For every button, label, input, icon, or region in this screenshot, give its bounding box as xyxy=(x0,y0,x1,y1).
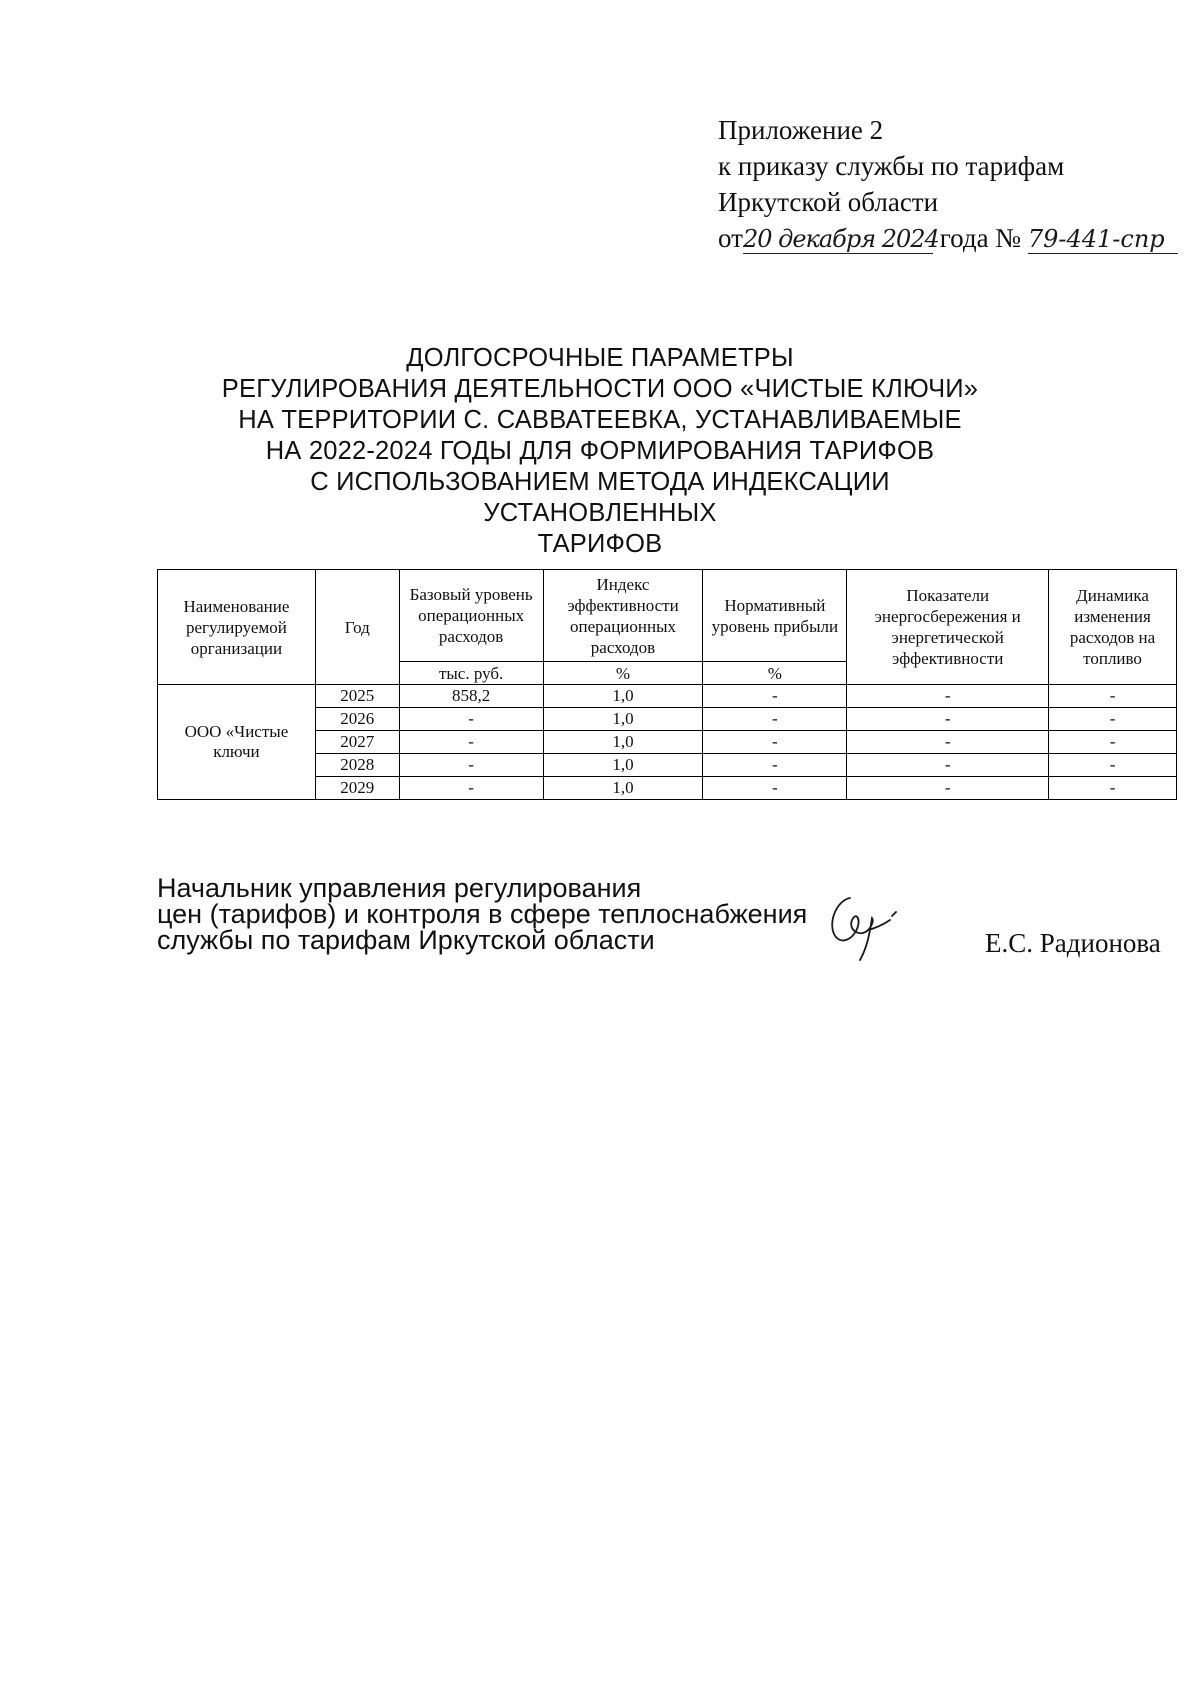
unit-efficiency-index: % xyxy=(543,662,703,685)
order-date-line xyxy=(718,220,1178,256)
cell-profit: - xyxy=(703,731,847,754)
cell-base: - xyxy=(399,777,543,800)
cell-profit: - xyxy=(703,754,847,777)
cell-year: 2026 xyxy=(315,708,399,731)
cell-energy: - xyxy=(847,754,1049,777)
cell-base: 858,2 xyxy=(399,685,543,708)
cell-base: - xyxy=(399,731,543,754)
title-line: ДОЛГОСРОЧНЫЕ ПАРАМЕТРЫ xyxy=(406,344,794,372)
table-header-row xyxy=(158,570,1177,662)
cell-fuel: - xyxy=(1049,731,1177,754)
handwritten-signature xyxy=(820,890,910,970)
cell-base: - xyxy=(399,754,543,777)
cell-energy: - xyxy=(847,708,1049,731)
cell-energy: - xyxy=(847,731,1049,754)
parameters-table xyxy=(157,569,1177,800)
cell-index: 1,0 xyxy=(543,754,703,777)
title-line: НА ТЕРРИТОРИИ С. САВВАТЕЕВКА, УСТАНАВЛИВАЕМЫЕ xyxy=(238,406,962,434)
cell-energy: - xyxy=(847,777,1049,800)
header-energy-saving: Показатели энергосбережения и энергетической эффективности xyxy=(847,570,1049,685)
header-profit-level: Нормативный уровень прибыли xyxy=(703,570,847,662)
cell-year: 2029 xyxy=(315,777,399,800)
cell-profit: - xyxy=(703,708,847,731)
organization-name: ООО «Чистые ключи xyxy=(158,685,316,800)
cell-base: - xyxy=(399,708,543,731)
title-line: ТАРИФОВ xyxy=(537,530,663,558)
title-line: С ИСПОЛЬЗОВАНИЕМ МЕТОДА ИНДЕКСАЦИИ УСТАНОВЛЕННЫХ xyxy=(310,468,890,527)
appendix-line-1: Приложение 2 xyxy=(718,115,884,145)
cell-energy: - xyxy=(847,685,1049,708)
table-row xyxy=(158,685,1177,708)
header-base-level: Базовый уровень операционных расходов xyxy=(399,570,543,662)
header-fuel-dynamics: Динамика изменения расходов на топливо xyxy=(1049,570,1177,685)
appendix-line-3: Иркутской области xyxy=(718,187,939,217)
cell-year: 2025 xyxy=(315,685,399,708)
cell-fuel: - xyxy=(1049,685,1177,708)
cell-index: 1,0 xyxy=(543,777,703,800)
header-efficiency-index: Индекс эффективности операционных расходов xyxy=(543,570,703,662)
cell-profit: - xyxy=(703,777,847,800)
appendix-header xyxy=(718,112,1178,256)
position-line: Начальник управления регулирования xyxy=(157,873,642,903)
cell-index: 1,0 xyxy=(543,708,703,731)
header-organization: Наименование регулируемой организации xyxy=(158,570,316,685)
unit-profit-level: % xyxy=(703,662,847,685)
signatory-position xyxy=(157,875,807,953)
unit-base-level: тыс. руб. xyxy=(399,662,543,685)
handwritten-date: 20 декабря 2024 xyxy=(742,225,939,253)
cell-fuel: - xyxy=(1049,777,1177,800)
cell-index: 1,0 xyxy=(543,731,703,754)
cell-fuel: - xyxy=(1049,708,1177,731)
cell-fuel: - xyxy=(1049,754,1177,777)
title-line: НА 2022-2024 ГОДЫ ДЛЯ ФОРМИРОВАНИЯ ТАРИФОВ xyxy=(265,437,935,465)
cell-profit: - xyxy=(703,685,847,708)
handwritten-order-number: 79-441-спр xyxy=(1028,225,1178,254)
position-line: службы по тарифам Иркутской области xyxy=(157,925,655,955)
signatory-name: Е.С. Радионова xyxy=(985,928,1161,958)
cell-year: 2028 xyxy=(315,754,399,777)
document-title xyxy=(200,343,1000,560)
cell-year: 2027 xyxy=(315,731,399,754)
from-label: от xyxy=(718,223,743,253)
position-line: цен (тарифов) и контроля в сфере теплоснабжения xyxy=(157,899,808,929)
cell-index: 1,0 xyxy=(543,685,703,708)
title-line: РЕГУЛИРОВАНИЯ ДЕЯТЕЛЬНОСТИ ООО «ЧИСТЫЕ КЛЮЧИ» xyxy=(221,375,979,403)
appendix-line-2: к приказу службы по тарифам xyxy=(718,151,1065,181)
header-year: Год xyxy=(315,570,399,685)
year-number-label: года № xyxy=(939,223,1022,253)
